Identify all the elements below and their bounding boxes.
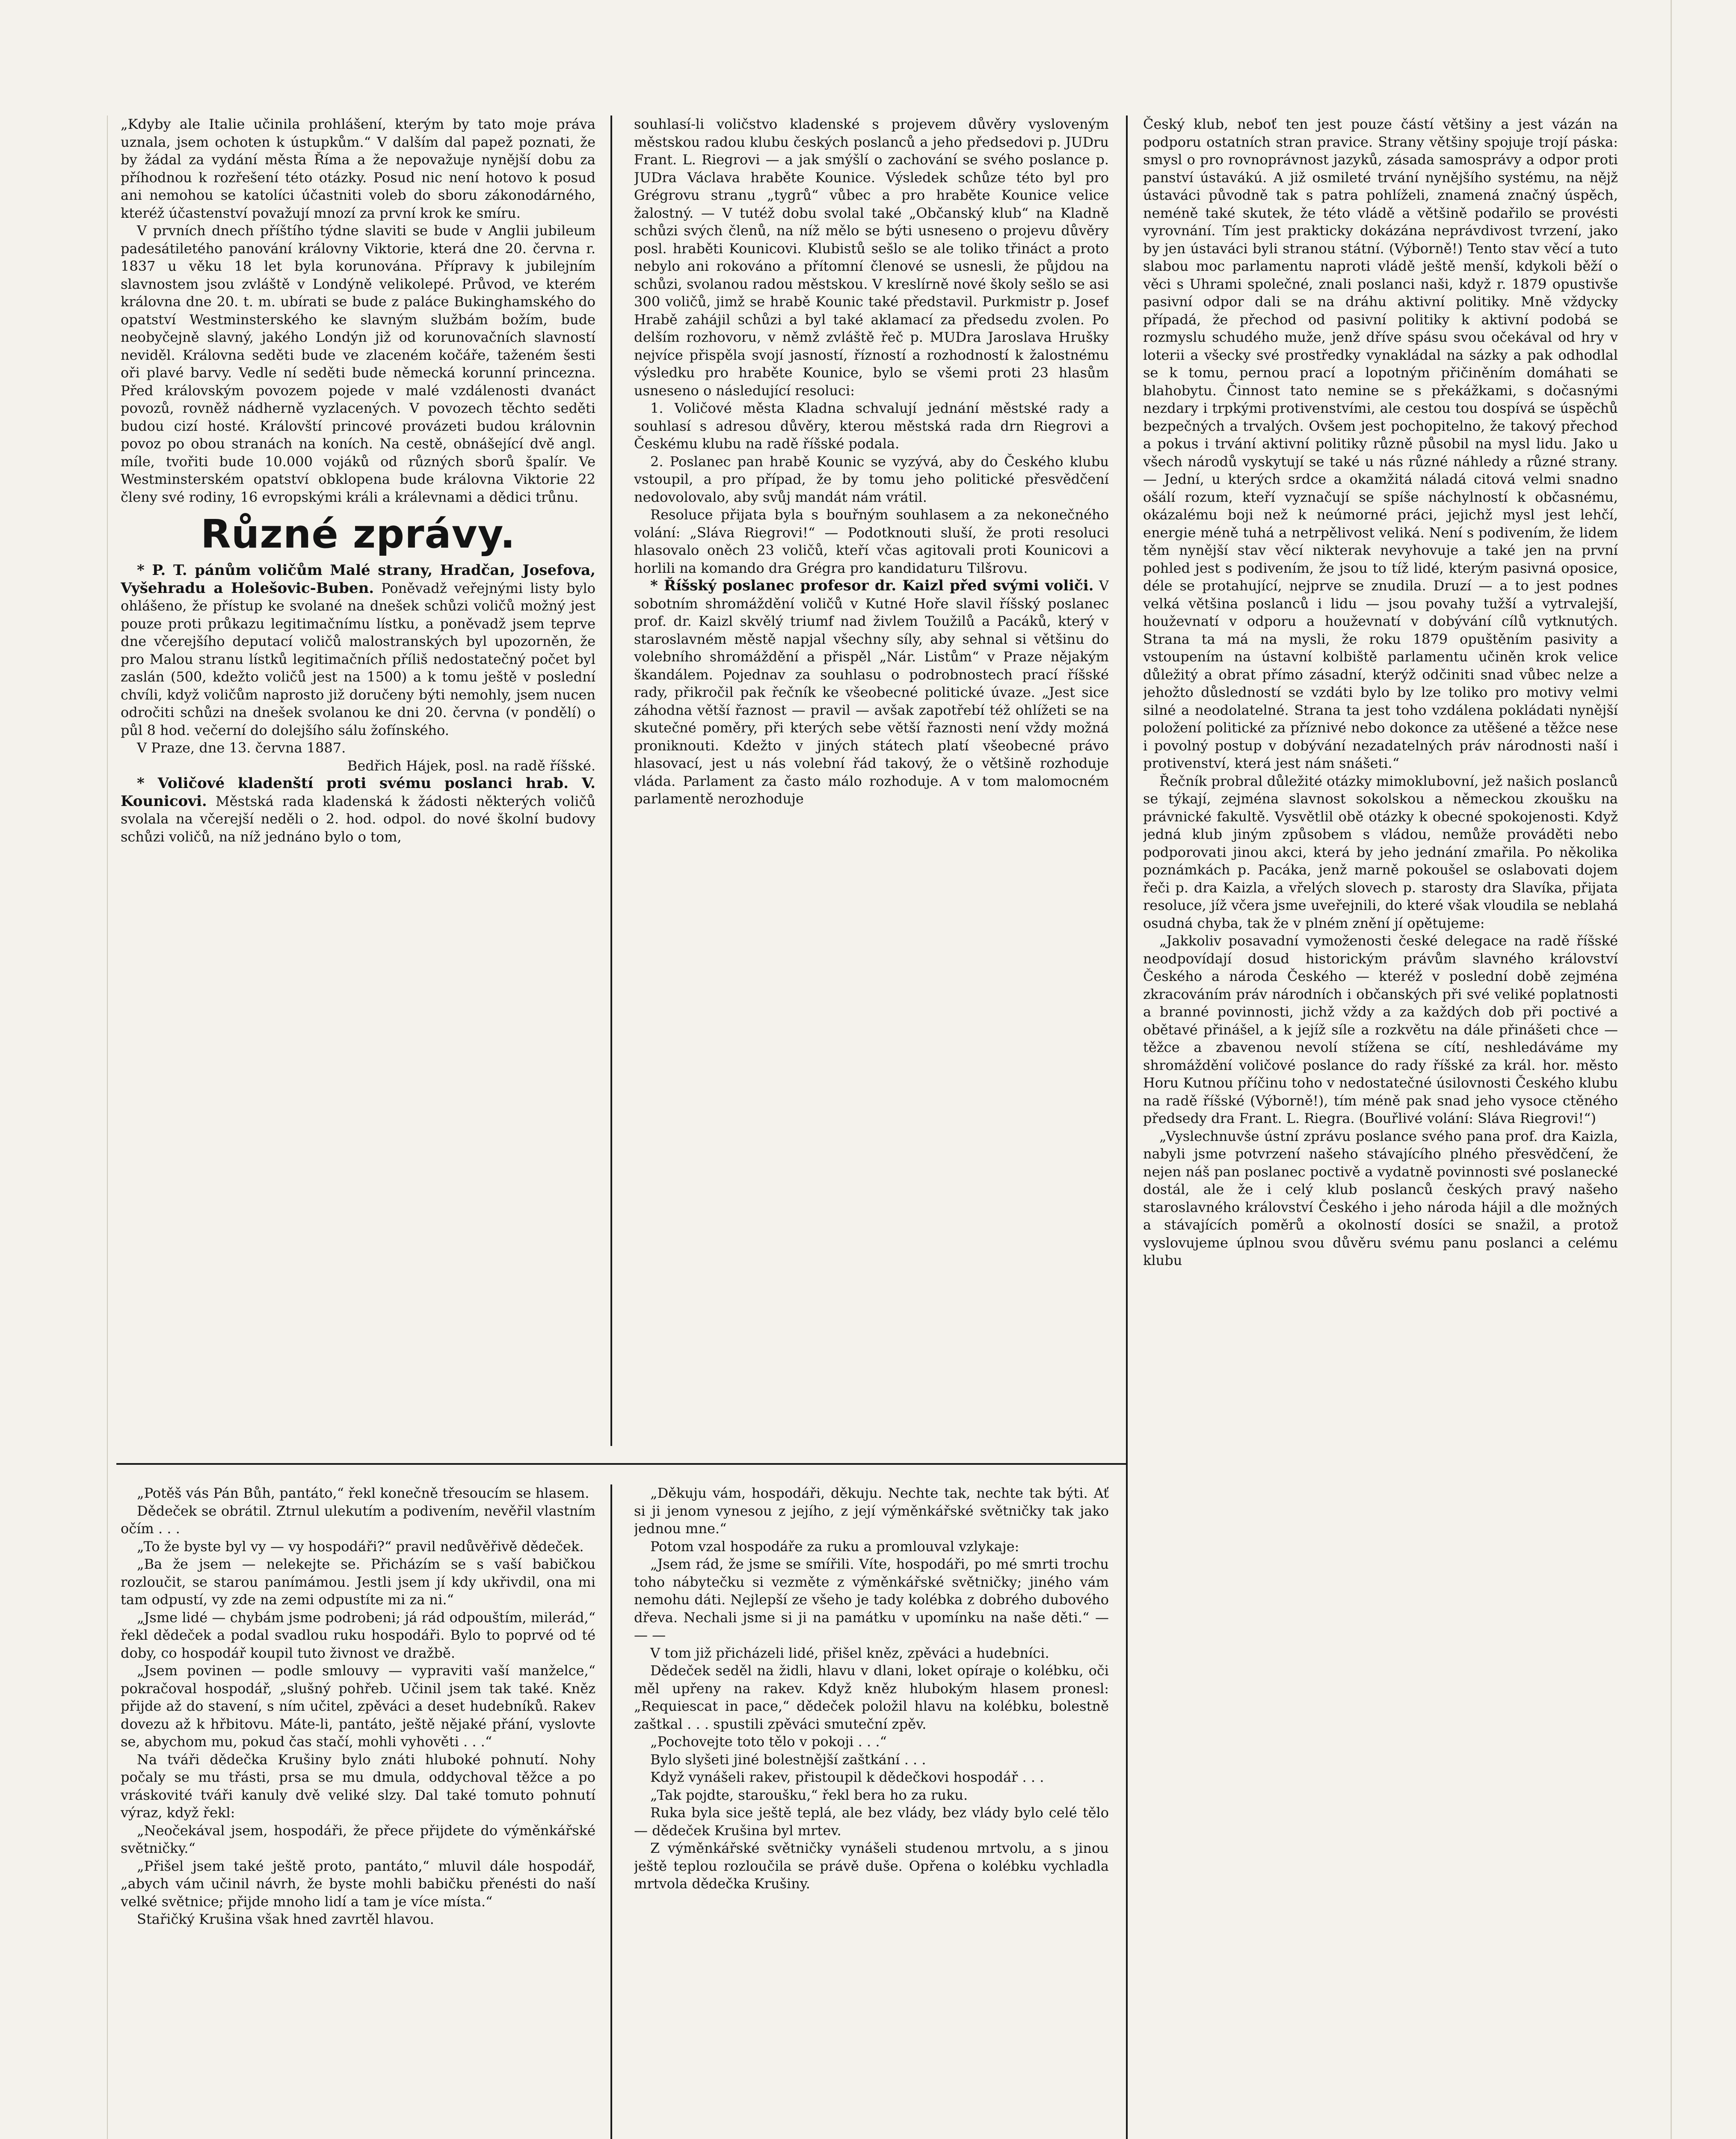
news-lead: * P. T. pánům voličům Malé strany, Hradčan, Josefova, Vyšehradu a Holešovic-Buben. xyxy=(121,562,595,597)
feuilleton-paragraph: „Přišel jsem také ještě proto, pantáto,“ mluvil dále hospodář, „abych vám učinil návrh, že byste mohli babičku přenésti do naší velké světnice; přijde mnoho lidí a tam je více místa.“ xyxy=(121,1858,595,1910)
resolution-item: 2. Poslanec pan hrabě Kounic se vyzývá, aby do Českého klubu vstoupil, a pro případ, že by tomu jeho politické přesvědčení nedovolovalo, aby svůj mandát nám vrátil. xyxy=(634,453,1109,505)
column-rule xyxy=(610,1484,612,2139)
page-edge xyxy=(1671,0,1672,2139)
feuilleton-paragraph: Potom vzal hospodáře za ruku a promlouval vzlykaje: xyxy=(650,1538,1019,1555)
article-paragraph: Resoluce přijata byla s bouřným souhlasem a za nekonečného volání: „Sláva Riegrovi!“ — Podotknouti sluší, že proti resoluci hlasovalo oněch 23 voličů, kteří včas agitovali proti Kounicovi a horlili na komando dra Grégra pro kandidaturu Tilšrovu. xyxy=(634,507,1109,576)
article-paragraph: Řečník probral důležité otázky mimoklubovní, jež našich poslanců se týkají, zejména slavnost sokolskou a německou zkoušku na právnické fakultě. Vysvětlil obě otázky k obecné spokojenosti. Když jedná klub jiným způsobem s vládou, nemůže prováděti nebo podporovati jinou akci, která by jeho jednání zmařila. Po několika poznámkách p. Pacáka, jenž marně pokoušel se oslabovati dojem řeči p. dra Kaizla, a vřelých slovech p. starosty dra Slavíka, přijata resoluce, jíž včera jsme uveřejnili, do které však vloudila se neblahá osudná chyba, tak že v plném znění jí opětujeme: xyxy=(1143,773,1618,931)
feuilleton-paragraph: „Potěš vás Pán Bůh, pantáto,“ řekl konečně třesoucím se hlasem. xyxy=(137,1485,590,1501)
feuilleton-paragraph: „Jsem rád, že jsme se smířili. Víte, hospodáři, po mé smrti trochu toho nábytečku si vezměte z výměnkářské světničky; jiného vám nemohu dáti. Nejlepší ze všeho je tady kolébka z dobrého dubového dřeva. Nechali jsme si ji na památku v upomínku na naše děti.“ — — — xyxy=(634,1556,1109,1643)
article-paragraph: „Kdyby ale Italie učinila prohlášení, kterým by tato moje práva uznala, jsem ochoten k ústupkům.“ V dalším dal papež poznati, že by žádal za vydání města Říma a že nepovažuje nynější dobu za příhodnou k rozřešení této otázky. Posud nic není hotovo k posud ani nemohou se katolíci účastniti voleb do sboru zákonodárného, kteréž účastenství považují mnozí za první krok ke smíru. xyxy=(121,116,595,221)
feuilleton-rule xyxy=(116,1463,1126,1465)
column-2 xyxy=(634,116,1109,1442)
feuilleton-paragraph: „Jsme lidé — chybám jsme podrobeni; já rád odpouštím, milerád,“ řekl dědeček a podal svadlou ruku hospodáři. Bylo to poprvé od té doby, co hospodář koupil tuto živnost ve dražbě. xyxy=(121,1609,595,1661)
feuilleton-paragraph: Z výměnkářské světničky vynášeli studenou mrtvolu, a s jinou ještě teplou rozloučila se právě duše. Opřena o kolébku vychladla mrtvola dědečka Krušiny. xyxy=(634,1840,1109,1892)
section-heading: Různé zprávy. xyxy=(200,511,516,557)
feuilleton-paragraph: „Tak pojdte, staroušku,“ řekl bera ho za ruku. xyxy=(650,1786,968,1803)
news-lead: * Říšský poslanec profesor dr. Kaizl před svými voliči. xyxy=(650,577,1094,594)
news-body: Poněvadž veřejnými listy bylo ohlášeno, že přístup ke svolané na dnešek schůzi voličů možný jest pouze proti průkazu legitimačnímu lístku, a poněvadž jsem teprve dne včerejšího deputací voličů malostranských byl upozorněn, že pro Malou stranu lístků legitimačních příliš nedostatečný počet byl zaslán (500, kdežto voličů jest na 1500) a k tomu ještě v poslední chvíli, když voličům naprosto již doručeny býti nemohly, jsem nucen odročiti schůzi na dnešek svolanou ke dni 20. června (v pondělí) o půl 8 hod. večerní do dolejšího sálu žofínského. xyxy=(121,580,595,738)
feuilleton-paragraph: „Ba že jsem — nelekejte se. Přicházím se s vaší babičkou rozloučit, se starou panímámou. Jestli jsem jí kdy ukřivdil, ona mi tam odpustí, vy zde na zemi odpustíte mi za ni.“ xyxy=(121,1556,595,1608)
article-paragraph: „Jakkoliv posavadní vymoženosti české delegace na radě říšské neodpovídají dosud historickým právům slavného království Českého a národa Českého — kteréž v poslední době zejména zkracováním práv národních i občanských při své veliké poplatnosti a branné povinnosti, jichž vždy a za každých dob při poctivé a obětavé přinášel, a k jejíž síle a rozkvětu na dále přinášeti chce — těžce a zbavenou nevolí stížena se cítí, neshledáváme my shromáždění voličové poslance do rady říšské za král. hor. město Horu Kutnou příčinu toho v nedostatečné úsilovnosti Českého klubu na radě říšské (Výborně!), tím méně pak snad jeho vysoce ctěného předsedy dra Frant. L. Riegra. (Bouřlivé volání: Sláva Riegrovi!“) xyxy=(1143,933,1618,1126)
column-rule xyxy=(1126,116,1128,2139)
feuilleton-column-right xyxy=(634,1484,1109,2139)
news-lead: * Voličové kladenští proti svému poslanci hrab. V. Kounicovi. xyxy=(121,775,595,810)
news-body: V sobotním shromáždění voličů v Kutné Hoře slavil říšský poslanec prof. dr. Kaizl skvělý triumf nad živlem Toužilů a Pacáků, který v staroslavném městě napjal všechny síly, aby sehnal si většinu do volebního shromáždění a přispěl „Nár. Listům“ v Praze nějakým škandálem. Pojednav za souhlasu o podrobnostech prací říšské rady, přikročil pak řečník ke všeobecné politické úvaze. „Jest sice záhodna větší řaznost — pravil — avšak zapotřebí též ohlížeti se na skutečné poměry, při kterých sebe větší řaznosti není vždy možná proniknouti. Kdežto v jiných státech platí všeobecné právo hlasovací, jest u nás volební řád takový, že o většině rozhoduje vláda. Parlament za často málo rozhoduje. A v tom malomocném parlamentě nerozhoduje xyxy=(634,578,1109,807)
feuilleton-paragraph: „Jsem povinen — podle smlouvy — vypraviti vaší manželce,“ pokračoval hospodář, „slušný pohřeb. Učinil jsem tak také. Kněz přijde až do stavení, s ním učitel, zpěváci a deset hudebníků. Rakev dovezu až k hřbitovu. Máte-li, pantáto, ještě nějaké přání, vyslovte se, abychom mu, pokud čas stačí, mohli vyhověti . . .“ xyxy=(121,1662,595,1750)
feuilleton-paragraph: „Neočekával jsem, hospodáři, že přece přijdete do výměnkářské světničky.“ xyxy=(121,1822,595,1856)
feuilleton-column-left xyxy=(121,1484,595,2139)
column-3 xyxy=(1143,116,1618,2139)
feuilleton-paragraph: „Děkuju vám, hospodáři, děkuju. Nechte tak, nechte tak býti. Ať si ji jenom vynesou z jejího, z její výměnkářské světničky tak jako jednou mne.“ xyxy=(634,1485,1109,1537)
news-signature: Bedřich Hájek, posl. na radě říšské. xyxy=(347,757,595,774)
column-rule xyxy=(610,116,612,1446)
page-frame xyxy=(107,116,1618,2139)
feuilleton-paragraph: Ruka byla sice ještě teplá, ale bez vlády, bez vlády bylo celé tělo — dědeček Krušina byl mrtev. xyxy=(634,1804,1109,1839)
feuilleton-paragraph: „To že byste byl vy — vy hospodáři?“ pravil nedůvěřivě dědeček. xyxy=(137,1538,584,1555)
article-paragraph: souhlasí-li voličstvo kladenské s projevem důvěry vysloveným městskou radou klubu českých poslanců a jeho předsedovi p. JUDru Frant. L. Riegrovi — a jak smýšlí o zachování se svého poslance p. JUDra Václava hraběte Kounice. Výsledek schůze této byl pro Grégrovu stranu „tygrů“ vůbec a pro hraběte Kounice velice žalostný. — V tutéž dobu svolal také „Občanský klub“ na Kladně schůzi svých členů, na níž mělo se býti usneseno o projevu důvěry posl. hraběti Kounicovi. Klubistů sešlo se ale toliko třináct a proto nebylo ani rokováno a přítomní členové se usnesli, že půjdou na schůzi, svolanou radou městskou. V kreslírně nové školy sešlo se asi 300 voličů, jimž se hrabě Kounic také představil. Purkmistr p. Josef Hrabě zahájil schůzi a byl také aklamací za předsedu zvolen. Po delším rozhovoru, v němž zvláště řeč p. MUDra Jaroslava Hrušky nejvíce přispěla svojí jasností, řízností a rozhodností k žalostnému výsledku pro hraběte Kounice, bylo se všemi proti 23 hlasům usneseno o následující resoluci: xyxy=(634,116,1109,399)
feuilleton-paragraph: Stařičký Krušina však hned zavrtěl hlavou. xyxy=(137,1911,434,1927)
news-dateline: V Praze, dne 13. června 1887. xyxy=(137,740,346,756)
news-body: Městská rada kladenská k žádosti některých voličů svolala na včerejší neděli o 2. hod. odpol. do nové školní budovy schůzi voličů, na níž jednáno bylo o tom, xyxy=(121,793,595,845)
feuilleton-paragraph: „Pochovejte toto tělo v pokoji . . .“ xyxy=(650,1733,887,1750)
feuilleton-paragraph: Když vynášeli rakev, přistoupil k dědečkovi hospodář . . . xyxy=(650,1769,1044,1785)
feuilleton-paragraph: Bylo slyšeti jiné bolestnější zaštkání . . . xyxy=(650,1751,926,1768)
feuilleton-paragraph: V tom již přicházeli lidé, přišel kněz, zpěváci a hudebníci. xyxy=(650,1644,1049,1661)
article-paragraph: „Vyslechnuvše ústní zprávu poslance svého pana prof. dra Kaizla, nabyli jsme potvrzení našeho stávajícího plného přesvědčení, že nejen náš pan poslanec poctivě a vydatně povinnosti své poslanecké dostál, ale že i celý klub poslanců českých pravý našeho staroslavného království Českého i jeho národa hájil a dle možných a stávajících poměrů a okolností dosíci se snažil, a protož vyslovujeme úplnou svou důvěru svému panu poslanci a celému klubu xyxy=(1143,1128,1618,1268)
feuilleton-paragraph: Dědeček seděl na židli, hlavu v dlani, loket opíraje o kolébku, oči měl upřeny na rakev. Když kněz hlubokým hlasem pronesl: „Requiescat in pace,“ dědeček položil hlavu na kolébku, bolestně zaštkal . . . spustili zpěváci smuteční zpěv. xyxy=(634,1662,1109,1732)
column-1 xyxy=(121,116,595,1442)
article-paragraph: Český klub, neboť ten jest pouze částí většiny a jest vázán na podporu ostatních stran pravice. Strany většiny spojuje trojí páska: smysl o pro rovnoprávnost jazyků, zásada samosprávy a odpor proti panství ústavákú. A již osmileté trvání nynějšího systému, na nějž ústaváci původně tak s patra pohlíželi, znamená značný úspěch, neméně také skutek, že této vládě a většině podařilo se provésti vyrovnání. Tím jest prakticky dokázána neprávdivost tvrzení, jako by jen ústaváci byli stranou státní. (Výborně!) Tento stav věcí a tuto slabou moc parlamentu naproti vládě ještě menší, kdykoli běží o věci s Uhrami společné, znali poslanci naši, když r. 1879 opustivše pasivní odpor dali se na dráhu aktivní politiky. Mně vždycky případá, že přechod od pasivní politiky k aktivní podobá se rozmyslu schudého muže, jenž dříve spásu svou očekával od hry v loterii a všecky své prostředky vynakládal na sázky a pak odhodlal se k tomu, pernou prací a lopotným přičiněním domáhati se blahobytu. Činnost tato nemine se s překážkami, s dočasnými nezdary i trpkými protivenstvími, ale cestou tou dospívá se úspěchů bezpečných a trvalých. Ovšem jest pochopitelno, že takový přechod a pokus i trvání aktivní politiky různě působil na mysl lidu. Jako u všech národů vyskytují se také u nás různé náhledy a různé strany. — Jední, u kterých srdce a okamžitá náladá citová velmi snadno ošálí rozum, kteří vyznačují se spíše náchylností k občasnému, okázalému boji než k neúmorné práci, jejichž mysl jest lehčí, energie méně tuhá a netrpělivost veliká. Není s podivením, že lidem těm nynější stav věcí nikterak nevyhovuje a také jen na první pohled jest s podivením, že jsou to tíž lidé, kterým pasivná oposice, déle se protahující, nejprve se znudila. Druzí — a to jest podnes velká většina poslanců i lidu — jsou povahy tužší a vytrvalejší, houževnatí v odporu a houževnatí v dobývání cílů vytknutých. Strana ta má na mysli, že roku 1879 opuštěním pasivity a vstoupením na ústavní kolbiště parlamentu učiněn krok velice důležitý a obrat přímo zásadní, kterýž odčiniti snad vůbec nelze a jehožto důsledností se vzdáti bylo by lze toliko pro motivy velmi silné a neodolatelné. Strana ta jest toho vzdálena pokládati nynější položení politické za příznivé nebo dokonce za utěšené a těžce nese i povolný postup v dobývání nezadatelných práv národnosti naší i protivenství, která jest nám snášeti.“ xyxy=(1143,116,1618,771)
feuilleton-paragraph: Dědeček se obrátil. Ztrnul ulekutím a podivením, nevěřil vlastním očím . . . xyxy=(121,1502,595,1537)
feuilleton-paragraph: Na tváři dědečka Krušiny bylo znáti hluboké pohnutí. Nohy počaly se mu třásti, prsa se mu dmula, oddychoval těžce a po vráskovité tváři kanuly dvě veliké slzy. Dal také tomuto pohnutí výraz, když řekl: xyxy=(121,1751,595,1821)
resolution-item: 1. Voličové města Kladna schvalují jednání městské rady a souhlasí s adresou důvěry, kterou městská rada drn Riegrovi a Českému klubu na radě říšské podala. xyxy=(634,400,1109,452)
article-paragraph: V prvních dnech příštího týdne slaviti se bude v Anglii jubileum padesátiletého panování královny Viktorie, která dne 20. června r. 1837 u věku 18 let byla korunována. Přípravy k jubilejním slavnostem jsou zvláště v Londýně velikolepé. Průvod, ve kterém královna dne 20. t. m. ubírati se bude z paláce Bukinghamského do opatství Westminsterského ke slavným službám božím, bude neobyčejně slavný, jakého Londýn již od korunovačních slavností neviděl. Královna seděti bude ve zlaceném kočáře, taženém šesti oři plavé barvy. Vedle ní seděti bude německá korunní princezna. Před královským povozem pojede v malé vzdálenosti dvanáct povozů, rovněž nádherně vyzlacených. V povozech těchto seděti budou cizí hosté. Královští princové provázeti budou královnin povoz po obou stranách na koních. Na cestě, obnášející dvě angl. míle, tvořiti bude 10.000 vojáků od různých sborů špalír. Ve Westminsterském opatství obklopena bude královna Viktorie 22 členy své rodiny, 16 evropskými králi a králevnami a dědici trůnu. xyxy=(121,222,595,505)
